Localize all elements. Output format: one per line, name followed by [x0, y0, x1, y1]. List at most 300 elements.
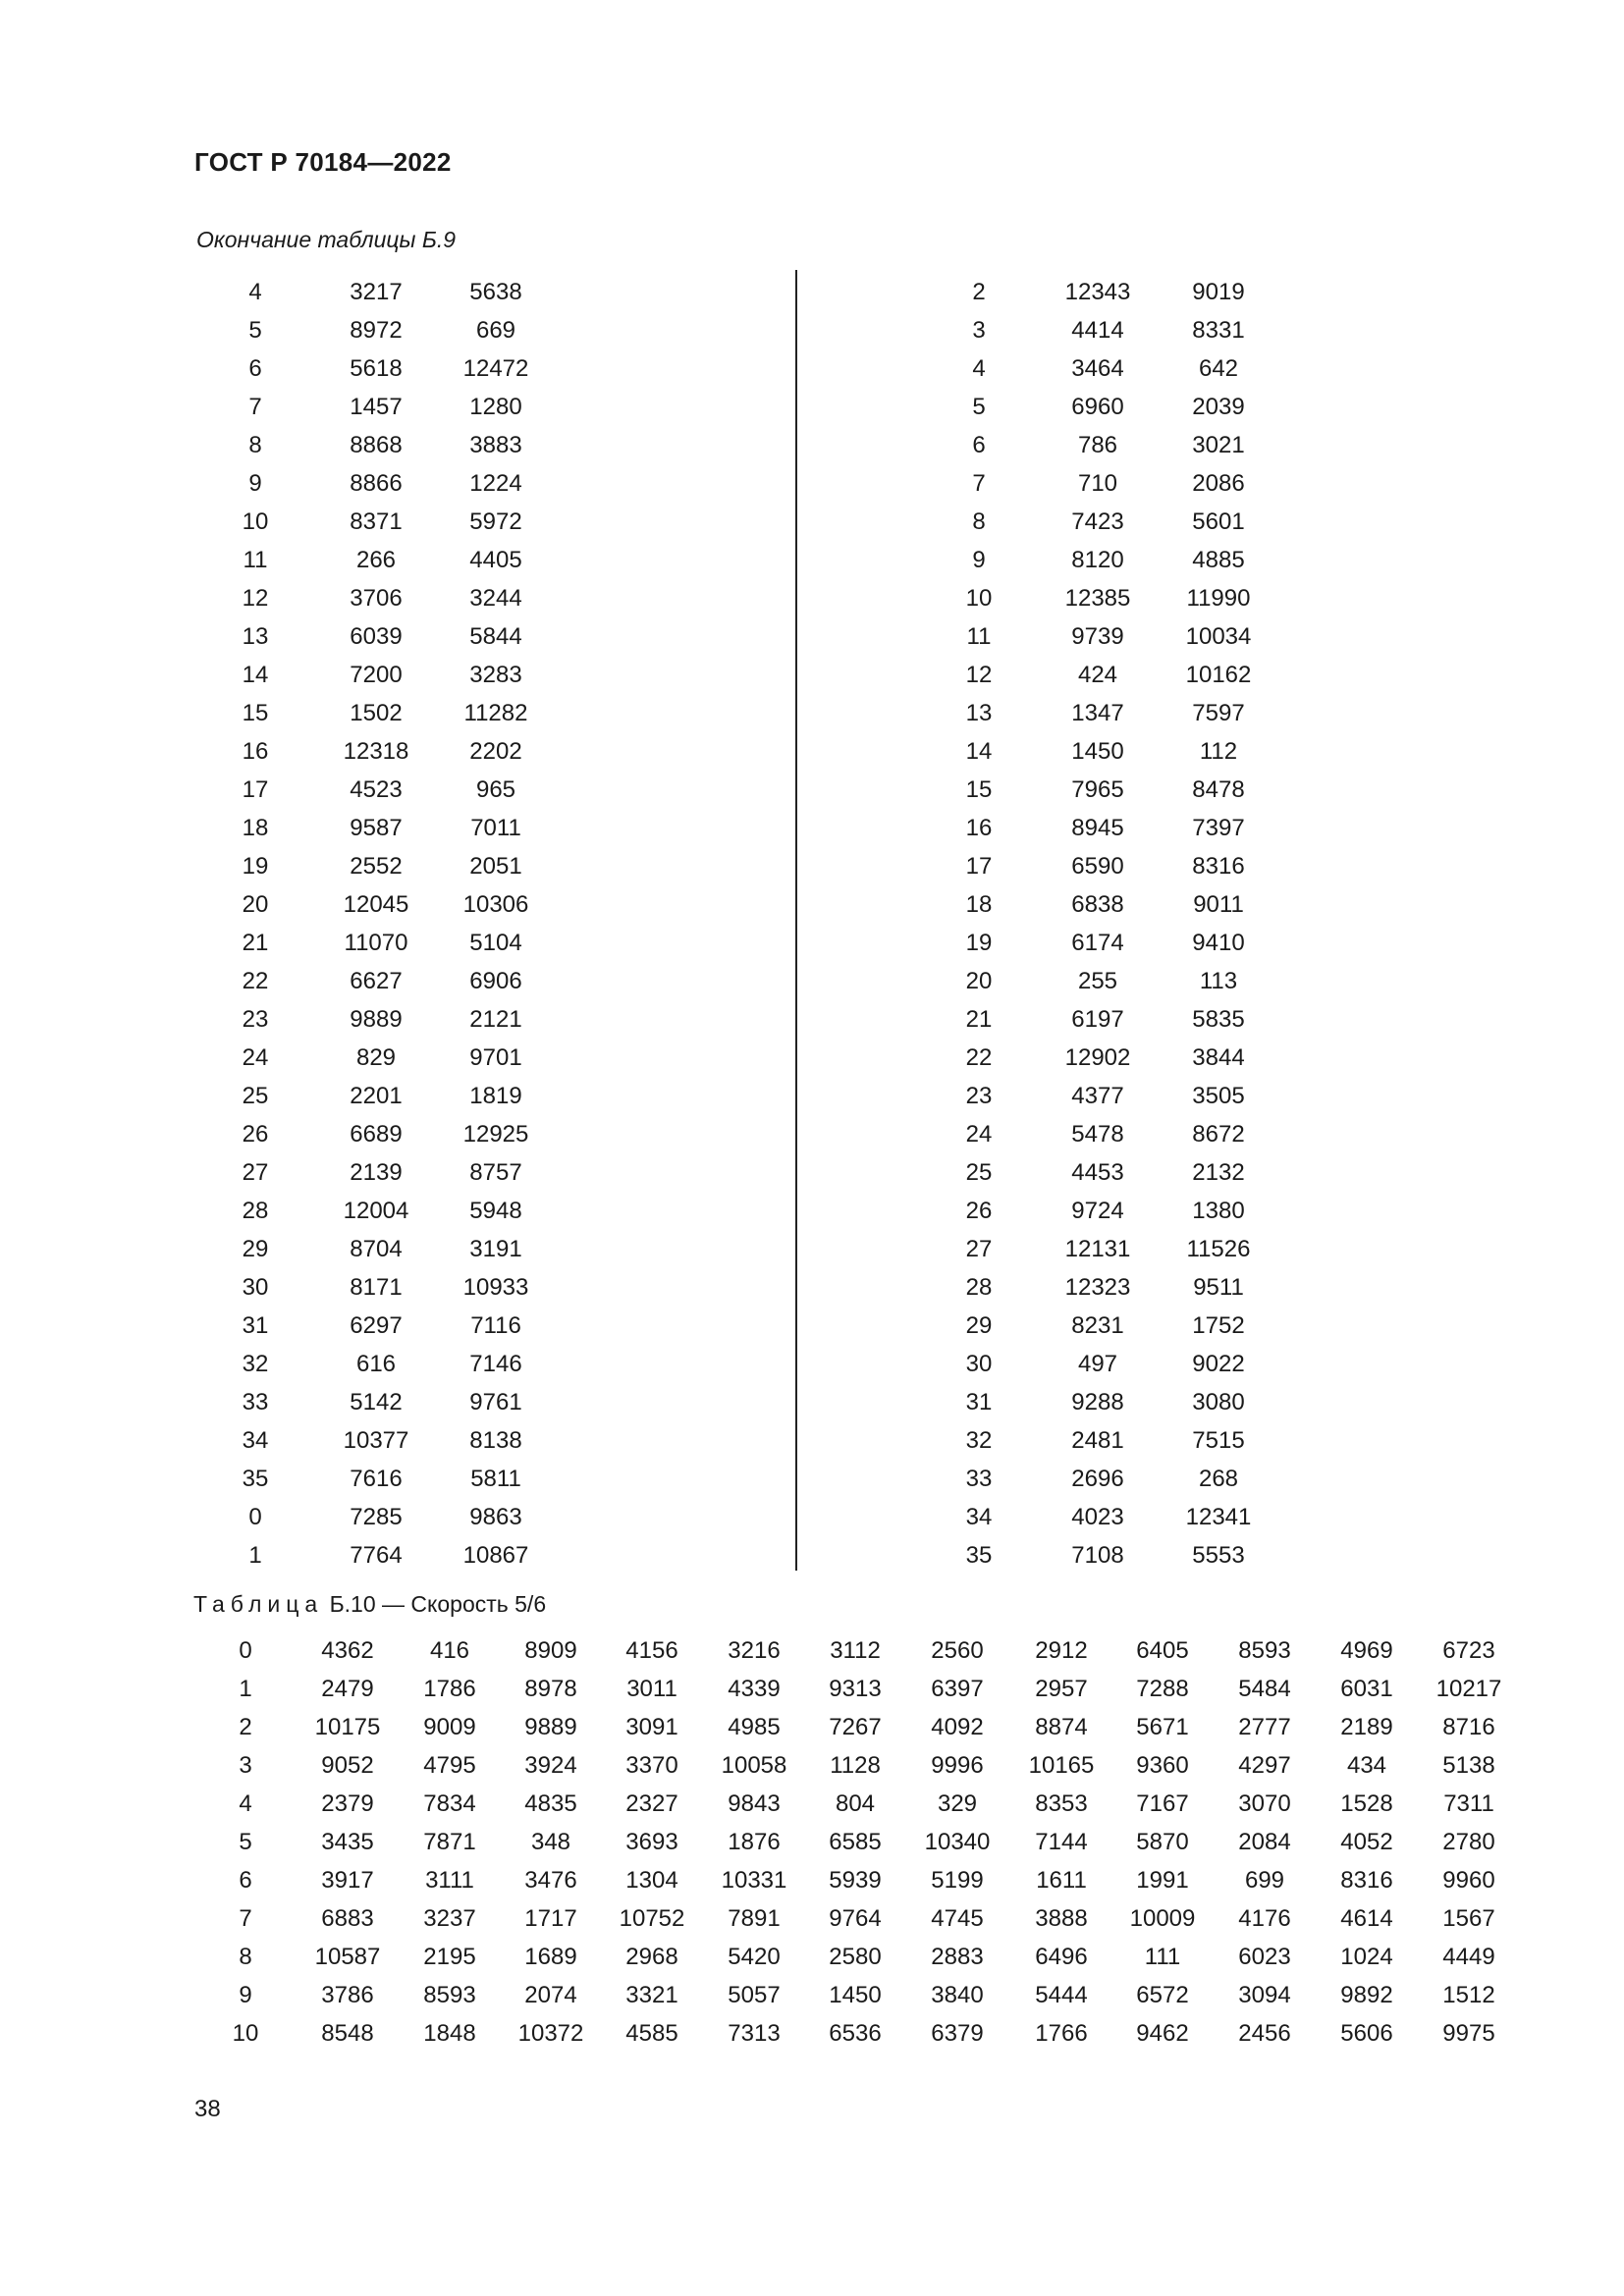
value-cell: 1717 [524, 1905, 577, 1932]
value-cell: 9009 [423, 1714, 476, 1740]
value-cell: 4092 [931, 1714, 984, 1740]
value-cell: 4052 [1340, 1829, 1393, 1855]
value-cell: 2086 [1192, 470, 1245, 497]
value-cell: 9975 [1442, 2020, 1495, 2047]
value-cell: 5057 [728, 1982, 781, 2008]
value-cell: 5606 [1340, 2020, 1393, 2047]
value-cell: 1766 [1035, 2020, 1088, 2047]
row-index-cell: 9 [972, 547, 986, 573]
row-index-cell: 15 [242, 700, 269, 726]
value-cell: 6723 [1442, 1637, 1495, 1664]
value-cell: 1819 [469, 1083, 522, 1109]
row-index-cell: 4 [248, 279, 262, 305]
value-cell: 9843 [728, 1790, 781, 1817]
value-cell: 7891 [728, 1905, 781, 1932]
value-cell: 113 [1199, 968, 1238, 994]
value-cell: 9022 [1192, 1351, 1245, 1377]
row-index-cell: 3 [239, 1752, 252, 1779]
value-cell: 5553 [1192, 1542, 1245, 1569]
value-cell: 7397 [1192, 815, 1245, 841]
value-cell: 6572 [1136, 1982, 1189, 2008]
table-row [0, 2014, 1624, 2053]
row-index-cell: 28 [965, 1274, 993, 1301]
value-cell: 6689 [350, 1121, 403, 1148]
value-cell: 9288 [1071, 1389, 1124, 1415]
table-b10 [0, 1631, 1624, 2053]
value-cell: 2139 [350, 1159, 403, 1186]
row-index-cell: 19 [242, 853, 269, 880]
row-index-cell: 31 [965, 1389, 993, 1415]
row-index-cell: 30 [965, 1351, 993, 1377]
table-b9-continuation-caption: Окончание таблицы Б.9 [196, 227, 457, 252]
value-cell: 4969 [1340, 1637, 1393, 1664]
value-cell: 2481 [1071, 1427, 1124, 1454]
value-cell: 9739 [1071, 623, 1124, 650]
value-cell: 12341 [1185, 1504, 1252, 1530]
value-cell: 11526 [1186, 1236, 1251, 1262]
value-cell: 2051 [469, 853, 522, 880]
value-cell: 2195 [423, 1944, 476, 1970]
value-cell: 2696 [1071, 1466, 1124, 1492]
value-cell: 6297 [350, 1312, 403, 1339]
value-cell: 5138 [1442, 1752, 1495, 1779]
page-number: 38 [194, 2096, 221, 2122]
row-index-cell: 5 [239, 1829, 252, 1855]
table-b10-caption-word: Таблица [193, 1591, 324, 1617]
value-cell: 6405 [1136, 1637, 1189, 1664]
row-index-cell: 34 [965, 1504, 993, 1530]
row-index-cell: 21 [965, 1006, 993, 1033]
value-cell: 12131 [1064, 1236, 1131, 1262]
value-cell: 424 [1077, 662, 1118, 688]
value-cell: 10340 [924, 1829, 991, 1855]
table-row [0, 1631, 1624, 1670]
table-row [0, 1746, 1624, 1785]
value-cell: 10933 [462, 1274, 529, 1301]
value-cell: 5972 [469, 508, 522, 535]
value-cell: 5478 [1071, 1121, 1124, 1148]
value-cell: 5638 [469, 279, 522, 305]
table-row [0, 1823, 1624, 1861]
value-cell: 9960 [1442, 1867, 1495, 1894]
row-index-cell: 24 [242, 1044, 269, 1071]
row-index-cell: 27 [965, 1236, 993, 1262]
value-cell: 10217 [1435, 1676, 1502, 1702]
value-cell: 4449 [1442, 1944, 1495, 1970]
value-cell: 5671 [1136, 1714, 1189, 1740]
value-cell: 6590 [1071, 853, 1124, 880]
value-cell: 1380 [1192, 1198, 1245, 1224]
value-cell: 5484 [1238, 1676, 1291, 1702]
value-cell: 10752 [619, 1905, 685, 1932]
value-cell: 4453 [1071, 1159, 1124, 1186]
row-index-cell: 8 [239, 1944, 252, 1970]
value-cell: 6174 [1071, 930, 1124, 956]
value-cell: 8909 [524, 1637, 577, 1664]
value-cell: 10034 [1185, 623, 1252, 650]
value-cell: 1848 [423, 2020, 476, 2047]
value-cell: 2132 [1192, 1159, 1245, 1186]
table-b10-caption-title: Б.10 — Скорость 5/6 [323, 1591, 547, 1617]
value-cell: 1611 [1036, 1867, 1087, 1894]
value-cell: 4745 [931, 1905, 984, 1932]
value-cell: 4885 [1192, 547, 1245, 573]
value-cell: 7515 [1192, 1427, 1245, 1454]
value-cell: 2121 [469, 1006, 522, 1033]
value-cell: 12318 [343, 738, 409, 765]
row-index-cell: 16 [965, 815, 993, 841]
value-cell: 6536 [829, 2020, 882, 2047]
value-cell: 3237 [423, 1905, 476, 1932]
value-cell: 642 [1198, 355, 1239, 382]
value-cell: 2202 [469, 738, 522, 765]
value-cell: 3283 [469, 662, 522, 688]
value-cell: 8945 [1071, 815, 1124, 841]
value-cell: 9701 [469, 1044, 522, 1071]
value-cell: 11070 [344, 930, 408, 956]
value-cell: 8231 [1071, 1312, 1124, 1339]
value-cell: 8331 [1192, 317, 1245, 344]
value-cell: 10058 [721, 1752, 787, 1779]
value-cell: 3786 [321, 1982, 374, 2008]
row-index-cell: 15 [965, 776, 993, 803]
value-cell: 6197 [1071, 1006, 1124, 1033]
value-cell: 12925 [462, 1121, 529, 1148]
row-index-cell: 0 [248, 1504, 262, 1530]
value-cell: 3464 [1071, 355, 1124, 382]
value-cell: 7267 [829, 1714, 882, 1740]
value-cell: 12045 [343, 891, 409, 918]
value-cell: 7116 [470, 1312, 521, 1339]
value-cell: 10867 [462, 1542, 529, 1569]
value-cell: 7167 [1136, 1790, 1189, 1817]
value-cell: 2201 [350, 1083, 403, 1109]
row-index-cell: 1 [239, 1676, 252, 1702]
row-index-cell: 27 [242, 1159, 269, 1186]
value-cell: 9587 [350, 815, 403, 841]
table-row [0, 1899, 1624, 1938]
row-index-cell: 14 [965, 738, 993, 765]
value-cell: 9889 [524, 1714, 577, 1740]
value-cell: 1876 [728, 1829, 781, 1855]
value-cell: 9019 [1192, 279, 1245, 305]
value-cell: 9011 [1193, 891, 1244, 918]
row-index-cell: 7 [248, 394, 262, 420]
value-cell: 9863 [469, 1504, 522, 1530]
value-cell: 3706 [350, 585, 403, 612]
value-cell: 8866 [350, 470, 403, 497]
value-cell: 2479 [321, 1676, 374, 1702]
value-cell: 3191 [469, 1236, 522, 1262]
row-index-cell: 9 [239, 1982, 252, 2008]
value-cell: 7146 [469, 1351, 522, 1377]
value-cell: 2957 [1035, 1676, 1088, 1702]
value-cell: 4414 [1071, 317, 1124, 344]
row-index-cell: 11 [243, 547, 268, 573]
value-cell: 9052 [321, 1752, 374, 1779]
value-cell: 10377 [343, 1427, 409, 1454]
row-index-cell: 21 [242, 930, 269, 956]
value-cell: 616 [355, 1351, 397, 1377]
value-cell: 7616 [350, 1466, 403, 1492]
value-cell: 266 [355, 547, 397, 573]
row-index-cell: 7 [972, 470, 986, 497]
value-cell: 3011 [626, 1676, 677, 1702]
value-cell: 1786 [423, 1676, 476, 1702]
row-index-cell: 11 [966, 623, 992, 650]
value-cell: 1457 [350, 394, 403, 420]
value-cell: 2780 [1442, 1829, 1495, 1855]
row-index-cell: 13 [965, 700, 993, 726]
value-cell: 7834 [423, 1790, 476, 1817]
value-cell: 9724 [1071, 1198, 1124, 1224]
value-cell: 2883 [931, 1944, 984, 1970]
row-index-cell: 29 [242, 1236, 269, 1262]
row-index-cell: 8 [972, 508, 986, 535]
value-cell: 8548 [321, 2020, 374, 2047]
value-cell: 3112 [830, 1637, 881, 1664]
value-cell: 3216 [728, 1637, 781, 1664]
value-cell: 3321 [625, 1982, 678, 2008]
value-cell: 2189 [1340, 1714, 1393, 1740]
value-cell: 4405 [469, 547, 522, 573]
value-cell: 3070 [1238, 1790, 1291, 1817]
value-cell: 2580 [829, 1944, 882, 1970]
value-cell: 112 [1199, 738, 1238, 765]
value-cell: 3217 [350, 279, 403, 305]
table-row [0, 1670, 1624, 1708]
value-cell: 3883 [469, 432, 522, 458]
value-cell: 6627 [350, 968, 403, 994]
value-cell: 5811 [470, 1466, 521, 1492]
row-index-cell: 17 [965, 853, 993, 880]
value-cell: 1991 [1136, 1867, 1189, 1894]
row-index-cell: 32 [242, 1351, 269, 1377]
value-cell: 3021 [1192, 432, 1245, 458]
row-index-cell: 6 [248, 355, 262, 382]
row-index-cell: 14 [242, 662, 269, 688]
value-cell: 3476 [524, 1867, 577, 1894]
value-cell: 434 [1346, 1752, 1387, 1779]
value-cell: 9889 [350, 1006, 403, 1033]
row-index-cell: 9 [248, 470, 262, 497]
value-cell: 9511 [1193, 1274, 1244, 1301]
value-cell: 8138 [469, 1427, 522, 1454]
value-cell: 1528 [1340, 1790, 1393, 1817]
row-index-cell: 6 [239, 1867, 252, 1894]
table-row [0, 1938, 1624, 1976]
value-cell: 1752 [1192, 1312, 1245, 1339]
row-index-cell: 24 [965, 1121, 993, 1148]
value-cell: 8672 [1192, 1121, 1245, 1148]
value-cell: 4614 [1340, 1905, 1393, 1932]
row-index-cell: 17 [242, 776, 269, 803]
value-cell: 3244 [469, 585, 522, 612]
value-cell: 786 [1077, 432, 1118, 458]
value-cell: 2084 [1238, 1829, 1291, 1855]
value-cell: 8704 [350, 1236, 403, 1262]
value-cell: 2327 [625, 1790, 678, 1817]
value-cell: 9410 [1192, 930, 1245, 956]
value-cell: 12472 [462, 355, 529, 382]
value-cell: 6379 [931, 2020, 984, 2047]
value-cell: 5948 [469, 1198, 522, 1224]
row-index-cell: 8 [248, 432, 262, 458]
row-index-cell: 35 [965, 1542, 993, 1569]
value-cell: 8972 [350, 317, 403, 344]
value-cell: 3505 [1192, 1083, 1245, 1109]
value-cell: 9462 [1136, 2020, 1189, 2047]
value-cell: 2039 [1192, 394, 1245, 420]
row-index-cell: 12 [242, 585, 269, 612]
value-cell: 8757 [469, 1159, 522, 1186]
value-cell: 4523 [350, 776, 403, 803]
value-cell: 5444 [1035, 1982, 1088, 2008]
value-cell: 1024 [1340, 1944, 1393, 1970]
value-cell: 3917 [321, 1867, 374, 1894]
row-index-cell: 18 [242, 815, 269, 841]
value-cell: 699 [1244, 1867, 1285, 1894]
value-cell: 8171 [350, 1274, 403, 1301]
value-cell: 3370 [625, 1752, 678, 1779]
value-cell: 1502 [350, 700, 403, 726]
value-cell: 10009 [1129, 1905, 1196, 1932]
value-cell: 7200 [350, 662, 403, 688]
row-index-cell: 10 [965, 585, 993, 612]
value-cell: 3091 [625, 1714, 678, 1740]
value-cell: 10162 [1185, 662, 1252, 688]
value-cell: 10306 [462, 891, 529, 918]
value-cell: 7965 [1071, 776, 1124, 803]
value-cell: 1304 [625, 1867, 678, 1894]
value-cell: 5939 [829, 1867, 882, 1894]
value-cell: 6883 [321, 1905, 374, 1932]
value-cell: 9764 [829, 1905, 882, 1932]
row-index-cell: 12 [965, 662, 993, 688]
table-b10-caption [193, 1591, 546, 1618]
value-cell: 4023 [1071, 1504, 1124, 1530]
value-cell: 268 [1198, 1466, 1239, 1492]
value-cell: 2552 [350, 853, 403, 880]
value-cell: 10587 [314, 1944, 381, 1970]
row-index-cell: 35 [242, 1466, 269, 1492]
row-index-cell: 32 [965, 1427, 993, 1454]
row-index-cell: 25 [242, 1083, 269, 1109]
row-index-cell: 4 [972, 355, 986, 382]
value-cell: 5104 [469, 930, 522, 956]
standard-code: ГОСТ Р 70184—2022 [194, 147, 452, 177]
row-index-cell: 25 [965, 1159, 993, 1186]
value-cell: 10372 [517, 2020, 584, 2047]
value-cell: 4585 [625, 2020, 678, 2047]
value-cell: 9892 [1340, 1982, 1393, 2008]
table-row [0, 1785, 1624, 1823]
value-cell: 6585 [829, 1829, 882, 1855]
value-cell: 2074 [524, 1982, 577, 2008]
value-cell: 6031 [1340, 1676, 1393, 1702]
row-index-cell: 4 [239, 1790, 252, 1817]
row-index-cell: 10 [242, 508, 269, 535]
value-cell: 8353 [1035, 1790, 1088, 1817]
value-cell: 12323 [1064, 1274, 1131, 1301]
row-index-cell: 7 [239, 1905, 252, 1932]
value-cell: 6960 [1071, 394, 1124, 420]
value-cell: 5142 [350, 1389, 403, 1415]
value-cell: 4297 [1238, 1752, 1291, 1779]
value-cell: 111 [1144, 1944, 1181, 1970]
row-index-cell: 22 [965, 1044, 993, 1071]
value-cell: 5835 [1192, 1006, 1245, 1033]
row-index-cell: 20 [242, 891, 269, 918]
value-cell: 5870 [1136, 1829, 1189, 1855]
row-index-cell: 18 [965, 891, 993, 918]
row-index-cell: 23 [242, 1006, 269, 1033]
value-cell: 8868 [350, 432, 403, 458]
row-index-cell: 0 [239, 1637, 252, 1664]
value-cell: 348 [530, 1829, 571, 1855]
row-index-cell: 16 [242, 738, 269, 765]
value-cell: 8978 [524, 1676, 577, 1702]
table-row [0, 1976, 1624, 2014]
value-cell: 11990 [1186, 585, 1251, 612]
value-cell: 7144 [1035, 1829, 1088, 1855]
value-cell: 2912 [1035, 1637, 1088, 1664]
value-cell: 8716 [1442, 1714, 1495, 1740]
value-cell: 3094 [1238, 1982, 1291, 2008]
row-index-cell: 22 [242, 968, 269, 994]
value-cell: 10331 [721, 1867, 787, 1894]
value-cell: 7288 [1136, 1676, 1189, 1702]
row-index-cell: 1 [248, 1542, 262, 1569]
value-cell: 4362 [321, 1637, 374, 1664]
value-cell: 3840 [931, 1982, 984, 2008]
row-index-cell: 30 [242, 1274, 269, 1301]
value-cell: 710 [1077, 470, 1118, 497]
value-cell: 2777 [1238, 1714, 1291, 1740]
value-cell: 12385 [1064, 585, 1131, 612]
value-cell: 3924 [524, 1752, 577, 1779]
value-cell: 3693 [625, 1829, 678, 1855]
value-cell: 10165 [1028, 1752, 1095, 1779]
value-cell: 3435 [321, 1829, 374, 1855]
row-index-cell: 33 [242, 1389, 269, 1415]
value-cell: 2968 [625, 1944, 678, 1970]
row-index-cell: 6 [972, 432, 986, 458]
value-cell: 7871 [423, 1829, 476, 1855]
value-cell: 3080 [1192, 1389, 1245, 1415]
table-row [0, 1861, 1624, 1899]
value-cell: 11282 [463, 700, 528, 726]
value-cell: 6496 [1035, 1944, 1088, 1970]
value-cell: 5420 [728, 1944, 781, 1970]
value-cell: 255 [1077, 968, 1118, 994]
value-cell: 9313 [829, 1676, 882, 1702]
value-cell: 8874 [1035, 1714, 1088, 1740]
value-cell: 2456 [1238, 2020, 1291, 2047]
row-index-cell: 20 [965, 968, 993, 994]
row-index-cell: 26 [242, 1121, 269, 1148]
row-index-cell: 5 [248, 317, 262, 344]
value-cell: 1347 [1071, 700, 1124, 726]
value-cell: 7597 [1192, 700, 1245, 726]
value-cell: 1450 [829, 1982, 882, 2008]
value-cell: 4377 [1071, 1083, 1124, 1109]
value-cell: 5601 [1192, 508, 1245, 535]
value-cell: 6039 [350, 623, 403, 650]
row-index-cell: 2 [972, 279, 986, 305]
value-cell: 3111 [425, 1867, 474, 1894]
row-index-cell: 33 [965, 1466, 993, 1492]
